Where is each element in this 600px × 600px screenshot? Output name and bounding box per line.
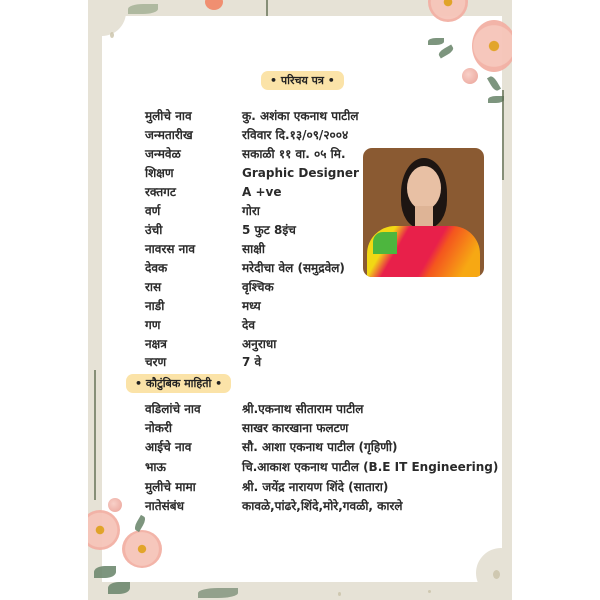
- family-row: [145, 497, 403, 516]
- speck: [428, 590, 431, 593]
- row-label: नक्षत्र: [145, 337, 167, 351]
- info-row: [145, 316, 255, 335]
- row-label: जन्मतारीख: [145, 128, 193, 142]
- stem-decoration: [266, 0, 268, 16]
- row-value: A +ve: [242, 185, 282, 199]
- vine-decoration: [94, 370, 96, 500]
- family-row: [145, 400, 363, 419]
- row-value: सकाळी ११ वा. ०५ मि.: [242, 147, 346, 161]
- info-row: [145, 202, 260, 221]
- intro-section-badge: • परिचय पत्र •: [261, 71, 344, 90]
- info-row: [145, 353, 261, 372]
- info-row: [145, 240, 265, 259]
- info-row: [145, 145, 346, 164]
- row-label: मुलीचे मामा: [145, 480, 196, 494]
- flower-decoration: [122, 530, 162, 568]
- family-row: [145, 478, 388, 497]
- row-value: साक्षी: [242, 242, 265, 256]
- photo-blouse: [373, 232, 397, 254]
- info-row: [145, 335, 276, 354]
- leaf-decoration: [428, 38, 444, 45]
- info-row: [145, 164, 359, 183]
- row-label: नातेसंबंध: [145, 499, 184, 513]
- vine-decoration: [502, 90, 504, 180]
- photo-neck: [415, 206, 433, 228]
- info-row: [145, 221, 296, 240]
- row-value: देव: [242, 318, 256, 332]
- row-value: कावळे,पांढरे,शिंदे,मोरे,गवळी, कारले: [242, 499, 403, 513]
- row-label: वडिलांचे नाव: [145, 402, 201, 416]
- speck: [110, 32, 114, 38]
- leaf-decoration: [128, 4, 158, 14]
- row-label: नोकरी: [145, 421, 173, 435]
- info-row: [145, 183, 281, 202]
- row-value: 7 वे: [242, 355, 262, 369]
- row-label: शिक्षण: [145, 166, 174, 180]
- row-label: चरण: [145, 355, 167, 369]
- row-label: भाऊ: [145, 460, 166, 474]
- info-row: [145, 278, 274, 297]
- row-value: अनुराधा: [242, 337, 277, 351]
- row-value: कु. अशंका एकनाथ पाटील: [242, 109, 359, 123]
- portrait-photo: [363, 148, 484, 277]
- row-label: वर्ण: [145, 204, 161, 218]
- row-value: श्री. जयेंद्र नारायण शिंदे (सातारा): [242, 480, 389, 494]
- leaf-decoration: [94, 566, 116, 578]
- row-value: साखर कारखाना फलटण: [242, 421, 349, 435]
- row-value: मध्य: [242, 299, 261, 313]
- row-label: उंची: [145, 223, 163, 237]
- row-value: Graphic Designer: [242, 166, 359, 180]
- speck: [338, 592, 341, 596]
- row-label: जन्मवेळ: [145, 147, 181, 161]
- family-row: [145, 438, 398, 457]
- flower-decoration: [472, 20, 512, 72]
- info-row: [145, 297, 261, 316]
- row-label: नावरस नाव: [145, 242, 196, 256]
- row-label: आईचे नाव: [145, 440, 192, 454]
- family-row: [145, 419, 348, 438]
- leaf-decoration: [108, 582, 130, 594]
- row-label: रक्तगट: [145, 185, 176, 199]
- row-label: रास: [145, 280, 162, 294]
- row-value: 5 फुट 8इंच: [242, 223, 296, 237]
- family-row: [145, 458, 498, 477]
- bud-decoration: [108, 498, 122, 512]
- flower-decoration: [205, 0, 223, 10]
- row-value: मरेदीचा वेल (समुद्रवेल): [242, 261, 345, 275]
- row-value: श्री.एकनाथ सीताराम पाटील: [242, 402, 364, 416]
- bud-decoration: [462, 68, 478, 84]
- speck: [493, 570, 500, 579]
- row-value: गोरा: [242, 204, 260, 218]
- row-value: सौ. आशा एकनाथ पाटील (गृहिणी): [242, 440, 398, 454]
- info-row: [145, 126, 348, 145]
- row-label: देवक: [145, 261, 168, 275]
- info-row: [145, 107, 358, 126]
- row-value: चि.आकाश एकनाथ पाटील (B.E IT Engineering): [242, 460, 499, 474]
- photo-face: [407, 166, 441, 210]
- row-label: गण: [145, 318, 161, 332]
- row-label: मुलीचे नाव: [145, 109, 192, 123]
- row-value: वृश्चिक: [242, 280, 274, 294]
- info-row: [145, 259, 345, 278]
- row-value: रविवार दि.१३/०९/२००४: [242, 128, 349, 142]
- leaf-decoration: [198, 588, 238, 598]
- row-label: नाडी: [145, 299, 165, 313]
- family-section-badge: • कौटुंबिक माहिती •: [126, 374, 231, 393]
